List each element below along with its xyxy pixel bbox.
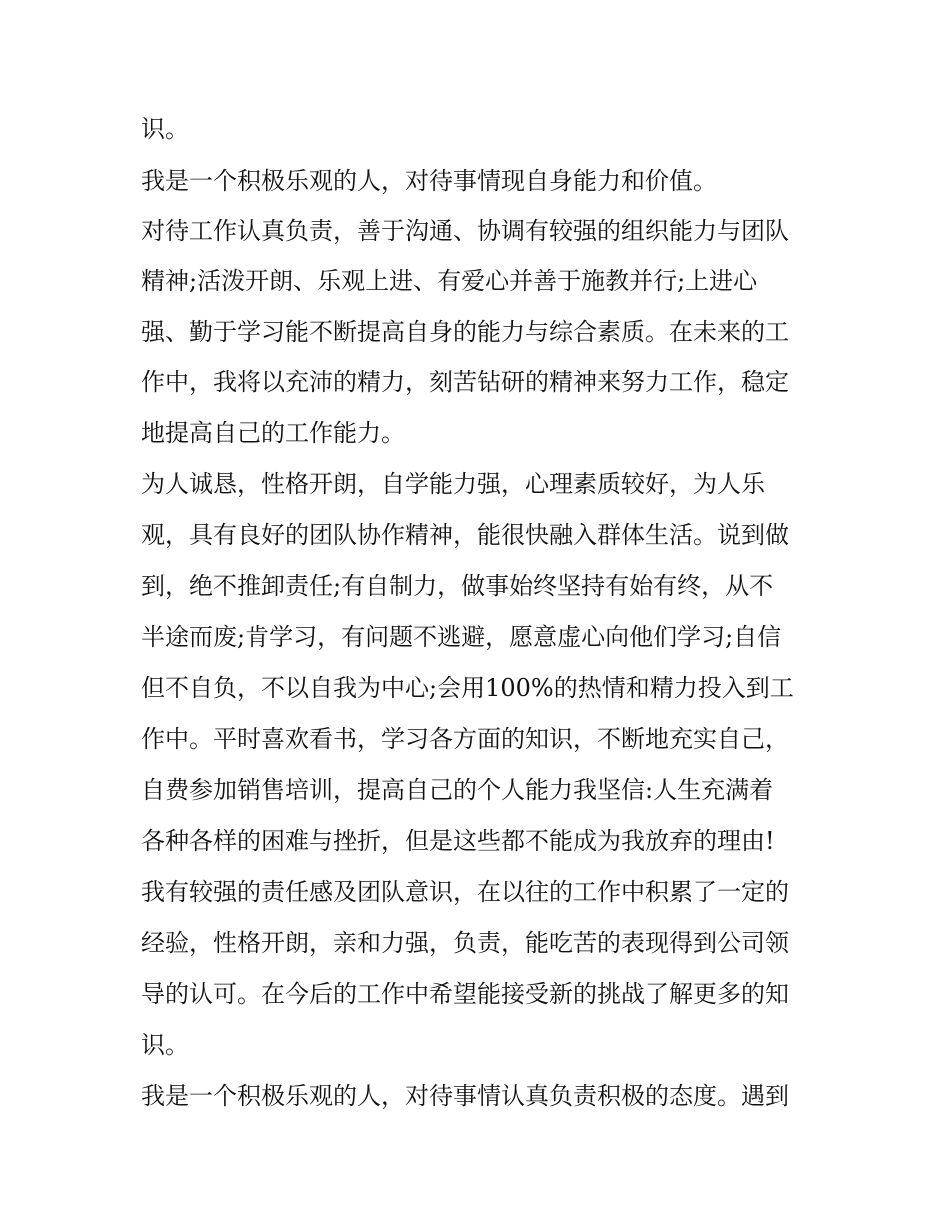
text-line-20: 我是一个积极乐观的人，对待事情认真负责积极的态度。遇到 xyxy=(141,1082,789,1110)
text-line-9: 观，具有良好的团队协作精神，能很快融入群体生活。说到做 xyxy=(141,521,789,549)
text-line-1: 识。 xyxy=(141,115,189,143)
text-line-10: 到，绝不推卸责任;有自制力，做事始终坚持有始有终，从不 xyxy=(141,572,774,600)
text-line-8: 为人诚恳，性格开朗，自学能力强，心理素质较好，为人乐 xyxy=(141,470,765,498)
text-line-4: 精神;活泼开朗、乐观上进、有爱心并善于施教并行;上进心 xyxy=(141,267,758,295)
text-line-7: 地提高自己的工作能力。 xyxy=(141,419,405,447)
text-line-12: 但不自负，不以自我为中心;会用100%的热情和精力投入到工 xyxy=(141,674,794,702)
text-line-18: 导的认可。在今后的工作中希望能接受新的挑战了解更多的知 xyxy=(141,980,789,1008)
text-line-2: 我是一个积极乐观的人，对待事情现自身能力和价值。 xyxy=(141,167,717,195)
text-line-6: 作中，我将以充沛的精力，刻苦钻研的精神来努力工作，稳定 xyxy=(141,368,789,396)
text-line-13: 作中。平时喜欢看书，学习各方面的知识，不断地充实自己， xyxy=(141,725,789,753)
text-line-5: 强、勤于学习能不断提高自身的能力与综合素质。在未来的工 xyxy=(141,318,789,346)
text-line-15: 各种各样的困难与挫折，但是这些都不能成为我放弃的理由! xyxy=(141,827,775,855)
text-line-16: 我有较强的责任感及团队意识，在以往的工作中积累了一定的 xyxy=(141,878,789,906)
text-line-3: 对待工作认真负责，善于沟通、协调有较强的组织能力与团队 xyxy=(141,217,789,245)
text-line-17: 经验，性格开朗，亲和力强，负责，能吃苦的表现得到公司领 xyxy=(141,929,789,957)
text-line-14: 自费参加销售培训，提高自己的个人能力我坚信:人生充满着 xyxy=(141,776,774,804)
text-line-11: 半途而废;肯学习，有问题不逃避，愿意虚心向他们学习;自信 xyxy=(141,623,782,651)
text-line-19: 识。 xyxy=(141,1031,189,1059)
